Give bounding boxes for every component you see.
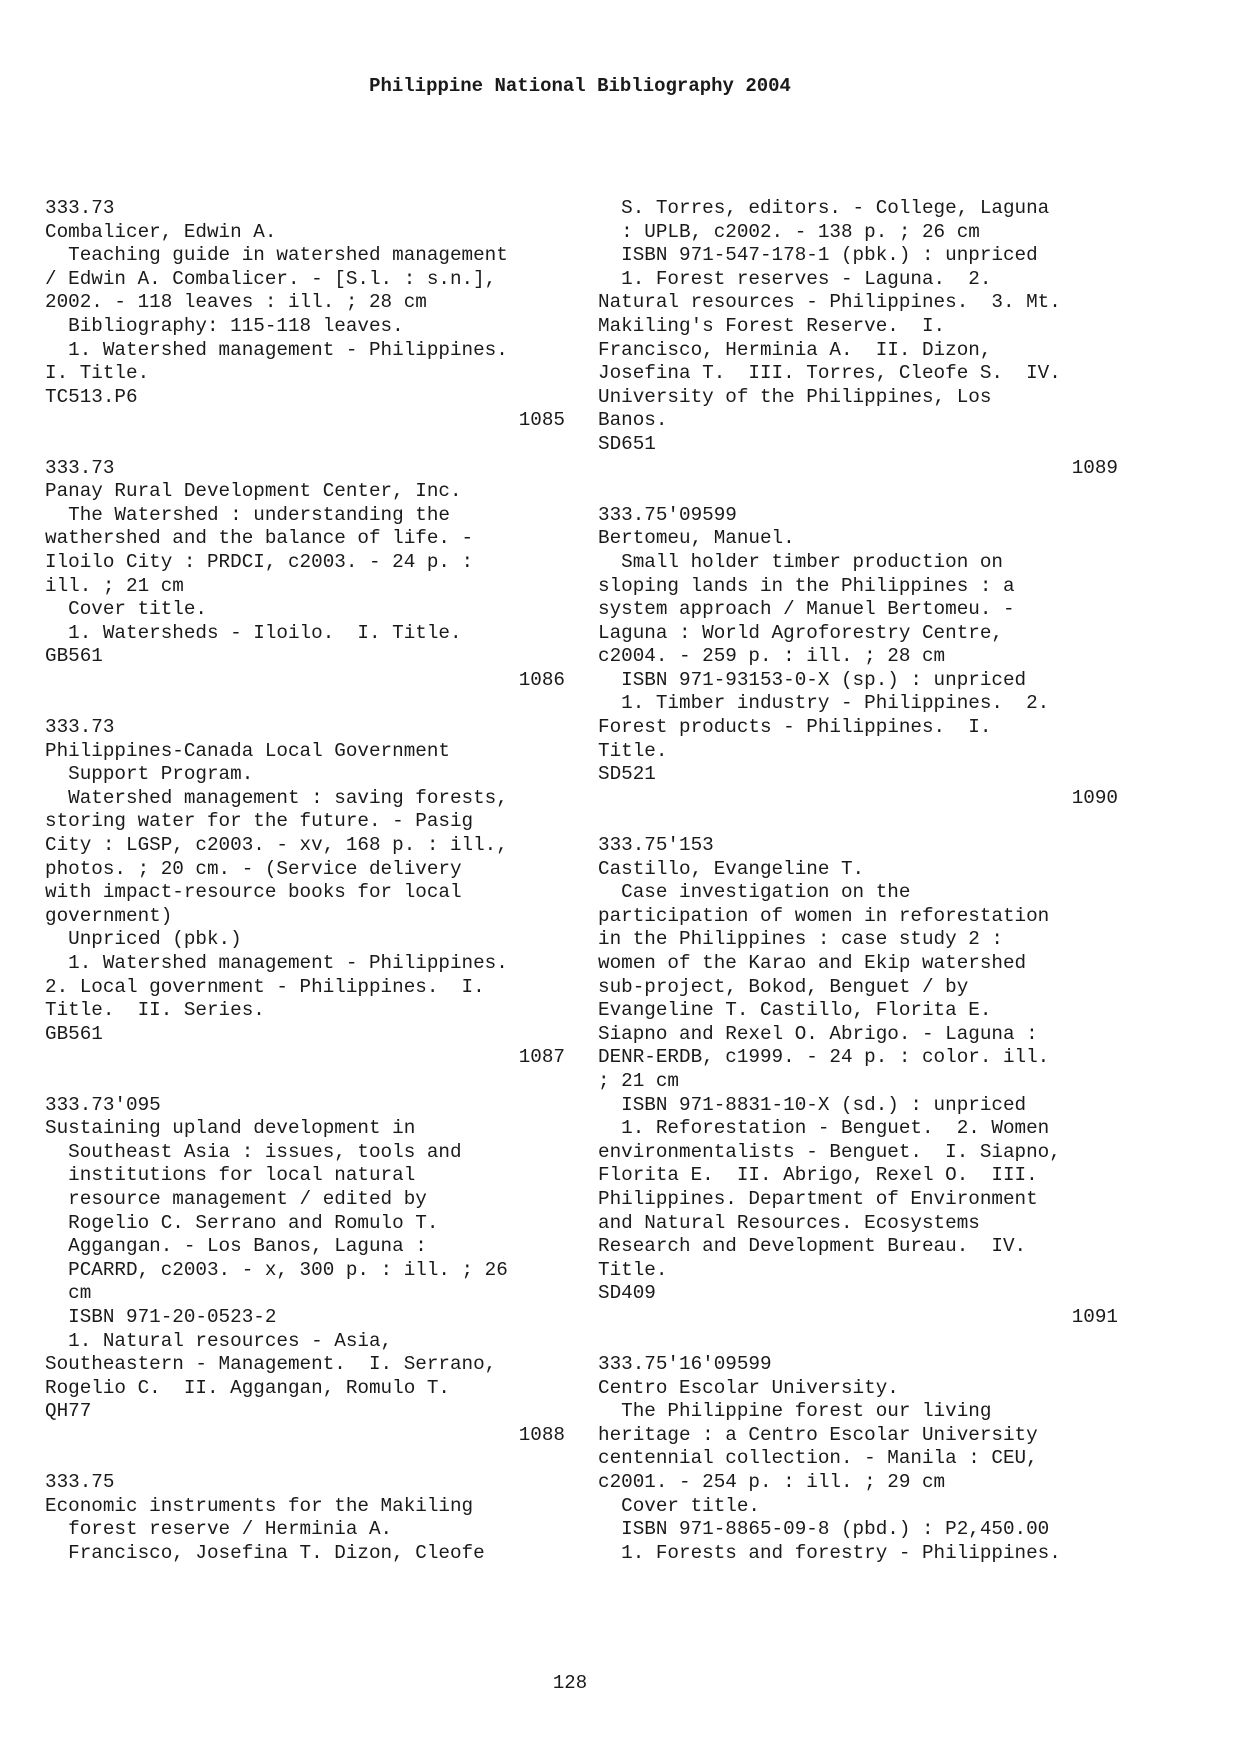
entry-line: SD521: [598, 763, 656, 786]
entry-line: QH77: [45, 1400, 92, 1423]
entry-number: 1088: [518, 1423, 565, 1446]
entry-line: 2002. - 118 leaves : ill. ; 28 cm: [45, 291, 427, 314]
entry-line: 1. Forests and forestry - Philippines.: [598, 1541, 1061, 1564]
entry-line: 333.75'16'09599: [598, 1353, 772, 1376]
entry-line: centennial collection. - Manila : CEU,: [598, 1447, 1038, 1470]
entry-line: 1. Timber industry - Philippines. 2.: [598, 692, 1050, 715]
entry-number: 1087: [518, 1046, 565, 1069]
entry-line: TC513.P6: [45, 385, 138, 408]
bibliography-entry: [45, 716, 565, 1070]
bibliography-entry: [45, 1471, 565, 1565]
entry-line: photos. ; 20 cm. - (Service delivery: [45, 857, 462, 880]
entry-line: DENR-ERDB, c1999. - 24 p. : color. ill.: [598, 1046, 1050, 1069]
entry-line: Support Program.: [45, 763, 254, 786]
entry-line: Panay Rural Development Center, Inc.: [45, 480, 462, 503]
entry-line: Watershed management : saving forests,: [45, 786, 508, 809]
entry-line: ISBN 971-20-0523-2: [45, 1305, 277, 1328]
entry-line: Bertomeu, Manuel.: [598, 527, 795, 550]
entry-line: 2. Local government - Philippines. I.: [45, 975, 485, 998]
bibliography-entry: [598, 1353, 1118, 1565]
entry-line: Evangeline T. Castillo, Florita E.: [598, 999, 992, 1022]
entry-line: institutions for local natural: [45, 1164, 416, 1187]
entry-line: Makiling's Forest Reserve. I.: [598, 314, 946, 337]
entry-number: 1086: [518, 668, 565, 691]
entry-line: Cover title.: [598, 1494, 760, 1517]
right-column: [598, 197, 1118, 1589]
entry-line: Castillo, Evangeline T.: [598, 857, 865, 880]
entry-line: 1. Reforestation - Benguet. 2. Women: [598, 1117, 1050, 1140]
entry-line: Laguna : World Agroforestry Centre,: [598, 621, 1003, 644]
entry-line: 333.73: [45, 716, 115, 739]
entry-line: Forest products - Philippines. I.: [598, 716, 992, 739]
entry-line: Title. II. Series.: [45, 999, 265, 1022]
entry-line: Francisco, Herminia A. II. Dizon,: [598, 338, 992, 361]
entry-line: SD409: [598, 1282, 656, 1305]
entry-line: Research and Development Bureau. IV.: [598, 1235, 1027, 1258]
page-title: Philippine National Bibliography 2004: [369, 75, 791, 97]
entry-line: GB561: [45, 1022, 103, 1045]
entry-line: 1. Natural resources - Asia,: [45, 1329, 393, 1352]
entry-line: Centro Escolar University.: [598, 1376, 899, 1399]
entry-line: Banos.: [598, 409, 668, 432]
entry-line: women of the Karao and Ekip watershed: [598, 952, 1027, 974]
bibliography-entry: [45, 457, 565, 693]
entry-line: Cover title.: [45, 598, 207, 621]
entry-line: Josefina T. III. Torres, Cleofe S. IV.: [598, 362, 1061, 385]
entry-line: City : LGSP, c2003. - xv, 168 p. : ill.,: [45, 834, 508, 857]
entry-line: 333.73'095: [45, 1093, 161, 1116]
entry-line: / Edwin A. Combalicer. - [S.l. : s.n.],: [45, 267, 497, 290]
entry-line: resource management / edited by: [45, 1187, 427, 1210]
entry-number: 1091: [1071, 1305, 1118, 1328]
entry-number: 1089: [1071, 456, 1118, 479]
entry-line: The Philippine forest our living: [598, 1400, 992, 1423]
bibliography-entry: [45, 197, 565, 433]
entry-line: Southeast Asia : issues, tools and: [45, 1140, 462, 1163]
entry-line: Rogelio C. II. Aggangan, Romulo T.: [45, 1376, 450, 1399]
entry-line: 1. Watersheds - Iloilo. I. Title.: [45, 621, 462, 644]
entry-line: c2004. - 259 p. : ill. ; 28 cm: [598, 645, 946, 668]
left-column: [45, 197, 565, 1589]
entry-number: 1085: [518, 409, 565, 432]
bibliography-entry: [598, 504, 1118, 811]
entry-line: environmentalists - Benguet. I. Siapno,: [598, 1140, 1061, 1163]
entry-line: : UPLB, c2002. - 138 p. ; 26 cm: [598, 220, 980, 243]
entry-line: Southeastern - Management. I. Serrano,: [45, 1353, 497, 1376]
entry-line: in the Philippines : case study 2 :: [598, 928, 1003, 951]
entry-number: 1090: [1071, 786, 1118, 809]
entry-line: 1. Forest reserves - Laguna. 2.: [598, 267, 992, 290]
entry-line: Rogelio C. Serrano and Romulo T.: [45, 1211, 439, 1234]
entry-line: 333.73: [45, 456, 115, 479]
entry-line: storing water for the future. - Pasig: [45, 810, 474, 833]
entry-line: Iloilo City : PRDCI, c2003. - 24 p. :: [45, 550, 474, 573]
entry-line: 1. Watershed management - Philippines.: [45, 952, 508, 974]
entry-line: Case investigation on the: [598, 881, 911, 904]
entry-line: Title.: [598, 1258, 668, 1281]
entry-line: ISBN 971-93153-0-X (sp.) : unpriced: [598, 668, 1027, 691]
entry-line: Teaching guide in watershed management: [45, 244, 508, 267]
entry-line: S. Torres, editors. - College, Laguna: [598, 197, 1050, 219]
entry-line: PCARRD, c2003. - x, 300 p. : ill. ; 26: [45, 1258, 508, 1281]
entry-line: Natural resources - Philippines. 3. Mt.: [598, 291, 1061, 314]
entry-line: 333.75'153: [598, 834, 714, 857]
entry-line: heritage : a Centro Escolar University: [598, 1423, 1038, 1446]
entry-line: and Natural Resources. Ecosystems: [598, 1211, 980, 1234]
entry-line: Florita E. II. Abrigo, Rexel O. III.: [598, 1164, 1038, 1187]
entry-line: 333.73: [45, 197, 115, 219]
entry-line: SD651: [598, 432, 656, 455]
entry-line: ISBN 971-8865-09-8 (pbd.) : P2,450.00: [598, 1518, 1050, 1541]
entry-line: sloping lands in the Philippines : a: [598, 574, 1015, 597]
bibliography-entry: [45, 1094, 565, 1448]
entry-line: cm: [45, 1282, 92, 1305]
entry-line: Philippines. Department of Environment: [598, 1187, 1038, 1210]
entry-line: Aggangan. - Los Banos, Laguna :: [45, 1235, 427, 1258]
bibliography-entry: [598, 197, 1118, 480]
entry-line: I. Title.: [45, 362, 150, 385]
entry-line: system approach / Manuel Bertomeu. -: [598, 598, 1015, 621]
entry-line: Siapno and Rexel O. Abrigo. - Laguna :: [598, 1022, 1038, 1045]
entry-line: GB561: [45, 645, 103, 668]
page-number: 128: [552, 1672, 588, 1694]
entry-line: 333.75'09599: [598, 503, 737, 526]
entry-line: ISBN 971-547-178-1 (pbk.) : unpriced: [598, 244, 1038, 267]
entry-line: government): [45, 904, 173, 927]
entry-line: ; 21 cm: [598, 1069, 679, 1092]
entry-line: Philippines-Canada Local Government: [45, 739, 450, 762]
entry-line: participation of women in reforestation: [598, 904, 1050, 927]
entry-line: Title.: [598, 739, 668, 762]
entry-line: 333.75: [45, 1471, 115, 1494]
entry-line: The Watershed : understanding the: [45, 503, 450, 526]
entry-line: 1. Watershed management - Philippines.: [45, 338, 508, 361]
entry-line: c2001. - 254 p. : ill. ; 29 cm: [598, 1471, 946, 1494]
entry-line: Unpriced (pbk.): [45, 928, 242, 951]
entry-line: ISBN 971-8831-10-X (sd.) : unpriced: [598, 1093, 1027, 1116]
entry-line: forest reserve / Herminia A.: [45, 1518, 393, 1541]
entry-line: Small holder timber production on: [598, 550, 1003, 573]
entry-line: Francisco, Josefina T. Dizon, Cleofe: [45, 1541, 485, 1564]
entry-line: wathershed and the balance of life. -: [45, 527, 474, 550]
entry-line: Sustaining upland development in: [45, 1117, 416, 1140]
entry-line: University of the Philippines, Los: [598, 385, 992, 408]
bibliography-entry: [598, 834, 1118, 1329]
entry-line: sub-project, Bokod, Benguet / by: [598, 975, 969, 998]
entry-line: Bibliography: 115-118 leaves.: [45, 314, 404, 337]
entry-line: ill. ; 21 cm: [45, 574, 184, 597]
entry-line: with impact-resource books for local: [45, 881, 462, 904]
entry-line: Combalicer, Edwin A.: [45, 220, 277, 243]
entry-line: Economic instruments for the Makiling: [45, 1494, 474, 1517]
